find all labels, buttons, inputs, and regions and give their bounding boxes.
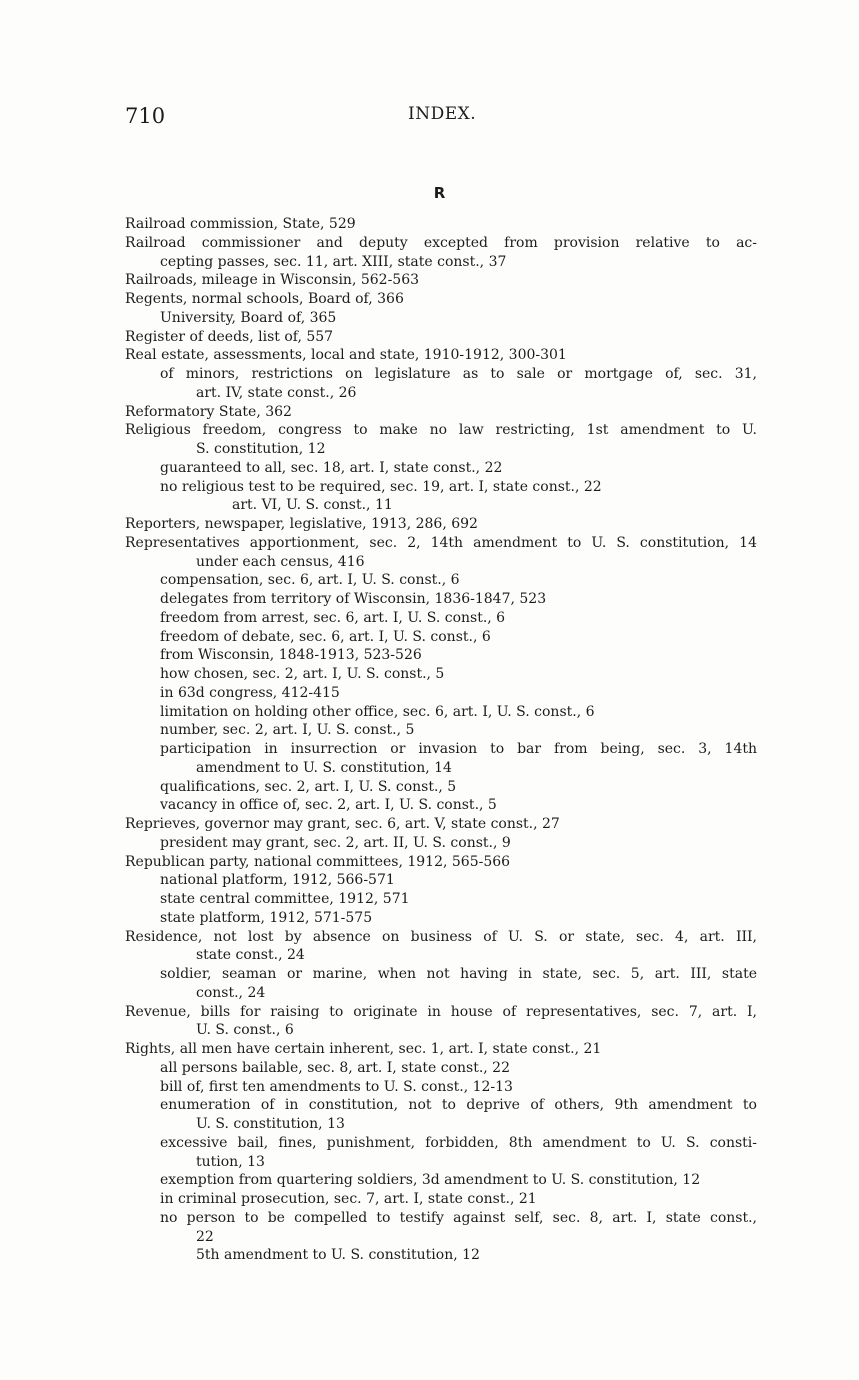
index-subentry: art. IV, state const., 26 xyxy=(196,384,357,401)
index-subentry: freedom from arrest, sec. 6, art. I, U. S. const., 6 xyxy=(160,609,506,626)
index-subentry: 5th amendment to U. S. constitution, 12 xyxy=(196,1247,480,1264)
index-entry: Religious freedom, congress to make no law restricting, 1st amendment to U. xyxy=(125,422,757,439)
index-entry: Regents, normal schools, Board of, 366 xyxy=(125,291,404,307)
index-entry: Railroad commissioner and deputy excepted from provision relative to ac- xyxy=(125,234,757,251)
index-subentry: U. S. const., 6 xyxy=(196,1022,294,1039)
index-subentry: no religious test to be required, sec. 19, art. I, state const., 22 xyxy=(160,478,602,495)
index-entries xyxy=(0,215,859,1265)
page-header xyxy=(125,104,759,132)
index-entry: Republican party, national committees, 1912, 565-566 xyxy=(125,853,511,870)
page-number: 710 xyxy=(125,104,166,128)
index-subentry: in 63d congress, 412-415 xyxy=(160,684,340,701)
index-subentry: under each census, 416 xyxy=(196,553,365,570)
index-subentry: of minors, restrictions on legislature as to sale or mortgage of, sec. 31, xyxy=(160,366,757,382)
index-subentry: state const., 24 xyxy=(196,947,305,964)
index-subentry: exemption from quartering soldiers, 3d amendment to U. S. constitution, 12 xyxy=(160,1172,701,1189)
index-subentry: amendment to U. S. constitution, 14 xyxy=(196,759,452,776)
index-subentry: art. VI, U. S. const., 11 xyxy=(232,497,393,514)
index-subentry: freedom of debate, sec. 6, art. I, U. S. const., 6 xyxy=(160,628,491,645)
index-entry: Register of deeds, list of, 557 xyxy=(125,328,334,345)
index-subentry: limitation on holding other office, sec. 6, art. I, U. S. const., 6 xyxy=(160,703,595,720)
index-entry: Reformatory State, 362 xyxy=(125,403,292,420)
index-subentry: U. S. constitution, 13 xyxy=(196,1116,345,1132)
index-entry: Railroad commission, State, 529 xyxy=(125,216,356,232)
index-subentry: all persons bailable, sec. 8, art. I, state const., 22 xyxy=(160,1059,510,1076)
index-entry: Railroads, mileage in Wisconsin, 562-563 xyxy=(125,272,420,289)
index-subentry: soldier, seaman or marine, when not having in state, sec. 5, art. III, state xyxy=(160,966,757,982)
running-title: INDEX. xyxy=(408,104,477,124)
index-subentry: S. constitution, 12 xyxy=(196,441,326,457)
index-subentry: number, sec. 2, art. I, U. S. const., 5 xyxy=(160,722,415,739)
index-subentry: state central committee, 1912, 571 xyxy=(160,891,410,907)
index-entry: Representatives apportionment, sec. 2, 14th amendment to U. S. constitution, 14 xyxy=(125,534,757,551)
index-subentry: 22 xyxy=(196,1228,214,1245)
index-subentry: cepting passes, sec. 11, art. XIII, state const., 37 xyxy=(160,253,507,270)
index-subentry: qualifications, sec. 2, art. I, U. S. const., 5 xyxy=(160,778,457,795)
index-entry: Rights, all men have certain inherent, sec. 1, art. I, state const., 21 xyxy=(125,1041,602,1057)
index-subentry: participation in insurrection or invasion to bar from being, sec. 3, 14th xyxy=(160,741,757,757)
index-entry: Reporters, newspaper, legislative, 1913, 286, 692 xyxy=(125,516,478,532)
index-subentry: president may grant, sec. 2, art. II, U. S. const., 9 xyxy=(160,834,511,851)
index-subentry: national platform, 1912, 566-571 xyxy=(160,872,395,889)
index-subentry: vacancy in office of, sec. 2, art. I, U. S. const., 5 xyxy=(160,797,497,814)
index-subentry: tution, 13 xyxy=(196,1153,265,1170)
index-subentry: state platform, 1912, 571-575 xyxy=(160,909,373,926)
index-subentry: delegates from territory of Wisconsin, 1836-1847, 523 xyxy=(160,591,547,607)
index-subentry: compensation, sec. 6, art. I, U. S. const., 6 xyxy=(160,572,460,589)
index-subentry: guaranteed to all, sec. 18, art. I, state const., 22 xyxy=(160,459,503,476)
index-subentry: const., 24 xyxy=(196,984,266,1001)
index-subentry: in criminal prosecution, sec. 7, art. I, state const., 21 xyxy=(160,1191,537,1207)
index-entry: Revenue, bills for raising to originate in house of representatives, sec. 7, art. I, xyxy=(125,1003,757,1020)
index-subentry: University, Board of, 365 xyxy=(160,309,337,326)
index-entry: Reprieves, governor may grant, sec. 6, art. V, state const., 27 xyxy=(125,816,560,832)
index-entry: Residence, not lost by absence on business of U. S. or state, sec. 4, art. III, xyxy=(125,928,757,945)
section-letter: R xyxy=(433,184,446,202)
index-subentry: excessive bail, fines, punishment, forbidden, 8th amendment to U. S. consti- xyxy=(160,1134,757,1151)
index-subentry: no person to be compelled to testify against self, sec. 8, art. I, state const., xyxy=(160,1209,757,1226)
index-entry: Real estate, assessments, local and state, 1910-1912, 300-301 xyxy=(125,347,567,364)
index-subentry: enumeration of in constitution, not to deprive of others, 9th amendment to xyxy=(160,1097,757,1114)
index-subentry: how chosen, sec. 2, art. I, U. S. const., 5 xyxy=(160,666,445,682)
index-subentry: bill of, first ten amendments to U. S. const., 12-13 xyxy=(160,1078,513,1095)
index-subentry: from Wisconsin, 1848-1913, 523-526 xyxy=(160,647,422,664)
